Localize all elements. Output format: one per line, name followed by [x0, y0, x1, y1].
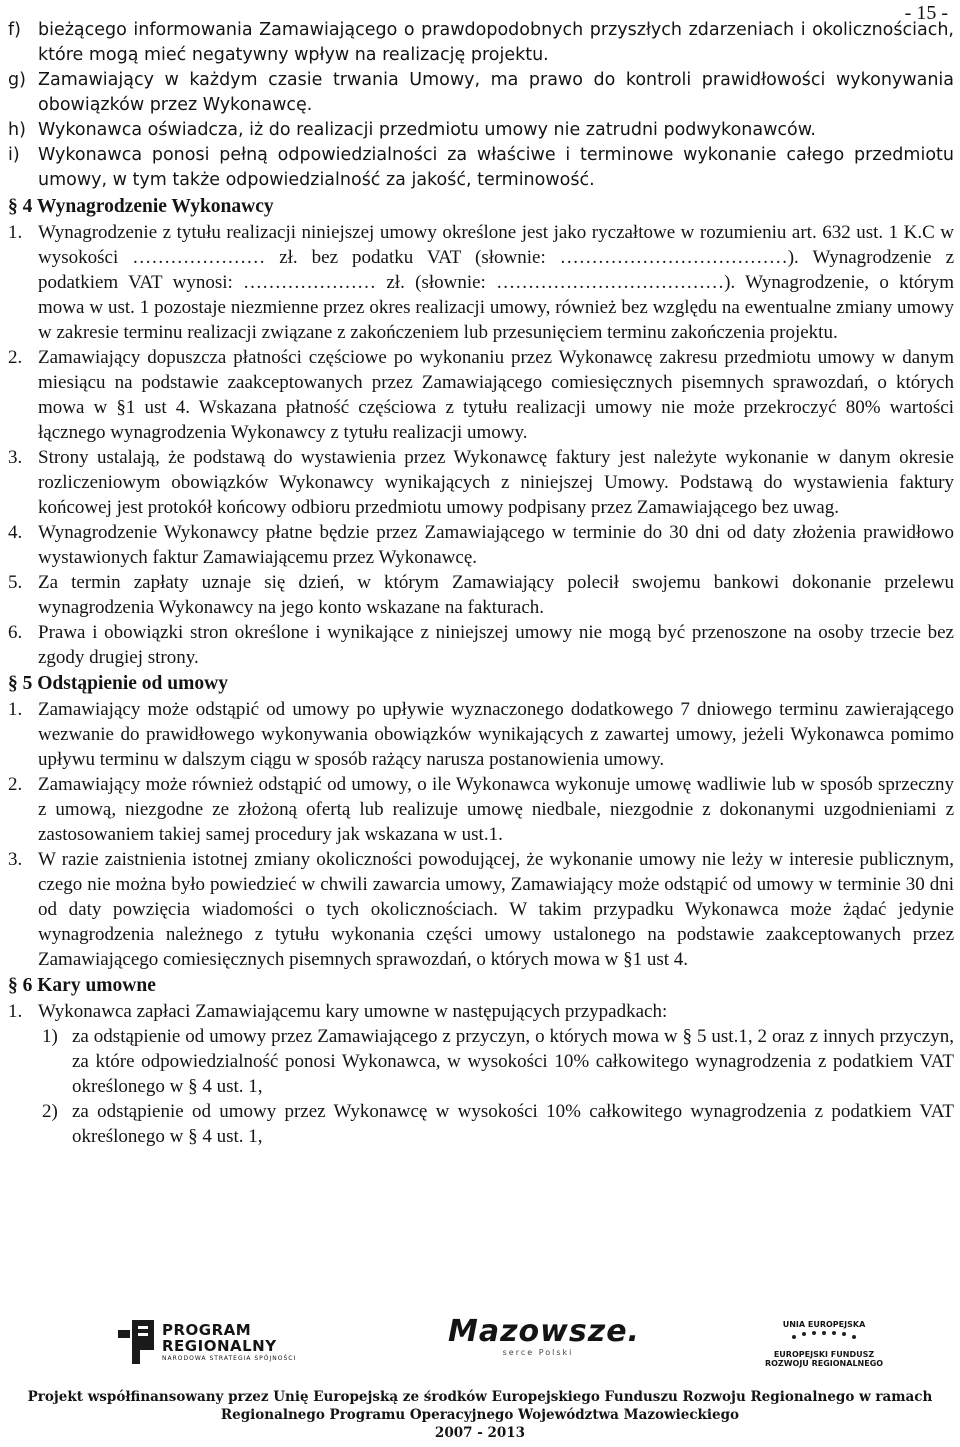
item-text: W razie zaistnienia istotnej zmiany okoliczności powodującej, że wykonanie umowy nie leży w interesie publicznym, czego nie można było powiedzieć w chwili zawarcia umowy, Zamawiający może odstąpić od umowy w terminie 30 dni od daty powzięcia wiadomości o tych okolicznościach. W takim przypadku Wykonawca może żądać jedynie wynagrodzenia należnego z tytułu wykonania części umowy ustalonego na podstawie zaakceptowanych przez Zamawiającego comiesięcznych pisemnych sprawozdań, o których mowa w §1 ust 4. — [38, 849, 954, 970]
mazowsze-tagline: serce Polski — [502, 1348, 574, 1357]
list-item — [8, 220, 954, 345]
eu-line1: UNIA EUROPEJSKA — [782, 1320, 866, 1329]
item-text: bieżącego informowania Zamawiającego o prawdopodobnych przyszłych zdarzeniach i okolicznościach, które mogą mieć negatywny wpływ na realizację projektu. — [38, 20, 954, 65]
item-label: 1. — [8, 222, 23, 243]
footer-logos — [0, 1312, 960, 1372]
sub-list-item — [8, 1099, 954, 1149]
section-heading: § 5 Odstąpienie od umowy — [8, 673, 228, 694]
footer-note — [0, 1388, 960, 1442]
item-label: h) — [8, 120, 26, 140]
item-text: Zamawiający w każdym czasie trwania Umowy, ma prawo do kontroli prawidłowości wykonywania obowiązków przez Wykonawcę. — [38, 70, 954, 115]
list-item — [8, 999, 954, 1024]
list-item — [8, 697, 954, 772]
eu-logo — [764, 1320, 884, 1366]
eu-line3: ROZWOJU REGIONALNEGO — [764, 1359, 884, 1368]
mazowsze-logo — [448, 1314, 640, 1368]
item-label: 3. — [8, 849, 23, 870]
item-text: Wykonawca oświadcza, iż do realizacji przedmiotu umowy nie zatrudni podwykonawców. — [38, 120, 816, 140]
item-label: f) — [8, 20, 21, 40]
item-text: Za termin zapłaty uznaje się dzień, w którym Zamawiający polecił swojemu bankowi dokonanie przelewu wynagrodzenia Wykonawcy na jego konto wskazane na fakturach. — [38, 572, 954, 618]
item-label: 2. — [8, 347, 23, 368]
program-line1: PROGRAM — [162, 1321, 252, 1339]
program-line2: REGIONALNY — [162, 1337, 277, 1355]
program-line3: NARODOWA STRATEGIA SPÓJNOŚCI — [162, 1355, 297, 1362]
item-text: Wykonawca ponosi pełną odpowiedzialności za właściwe i terminowe wykonanie całego przedmiotu umowy, w tym także odpowiedzialność za jakość, terminowość. — [38, 145, 954, 190]
item-label: 2) — [42, 1101, 58, 1122]
item-text: Wynagrodzenie Wykonawcy płatne będzie przez Zamawiającego w terminie do 30 dni od daty złożenia prawidłowo wystawionych faktur Zamawiającemu przez Wykonawcę. — [38, 522, 954, 568]
sub-list-item — [8, 1024, 954, 1099]
list-item — [8, 68, 954, 118]
document-body — [8, 18, 954, 1149]
item-text: za odstąpienie od umowy przez Zamawiającego z przyczyn, o których mowa w § 5 ust.1, 2 oraz z innych przyczyn, za które odpowiedzialność ponosi Wykonawca, w wysokości 10% całkowitego wynagrodzenia z podatkiem VAT określonego w § 4 ust. 1, — [72, 1026, 954, 1097]
list-item — [8, 18, 954, 68]
item-label: 1. — [8, 1001, 23, 1022]
item-text: za odstąpienie od umowy przez Wykonawcę w wysokości 10% całkowitego wynagrodzenia z podatkiem VAT określonego w § 4 ust. 1, — [72, 1101, 954, 1147]
list-item — [8, 445, 954, 520]
program-regionalny-logo — [118, 1320, 318, 1370]
list-item — [8, 118, 954, 143]
list-item — [8, 570, 954, 620]
item-label: 6. — [8, 622, 23, 643]
item-label: i) — [8, 145, 20, 165]
eu-stars-icon — [764, 1329, 884, 1345]
item-text: Strony ustalają, że podstawą do wystawienia przez Wykonawcę faktury jest należyte wykonanie w danym okresie rozliczeniowym obowiązków Wykonawcy wynikających z niniejszej Umowy. Podstawą do wystawienia faktury końcowej jest protokół końcowy odbioru przedmiotu umowy podpisany przez Zamawiającego bez uwag. — [38, 447, 954, 518]
list-item — [8, 345, 954, 445]
program-flag-icon — [118, 1320, 154, 1364]
list-item — [8, 143, 954, 193]
list-item — [8, 847, 954, 972]
item-text: Wykonawca zapłaci Zamawiającemu kary umowne w następujących przypadkach: — [38, 1001, 668, 1022]
page-number: - 15 - — [904, 2, 948, 24]
item-label: 3. — [8, 447, 23, 468]
eu-line2: EUROPEJSKI FUNDUSZ — [773, 1350, 875, 1359]
list-item — [8, 772, 954, 847]
footer-line3: 2007 - 2013 — [434, 1425, 526, 1441]
item-label: 1) — [42, 1026, 58, 1047]
section-heading: § 4 Wynagrodzenie Wykonawcy — [8, 196, 274, 217]
footer-line2: Regionalnego Programu Operacyjnego Województwa Mazowieckiego — [220, 1407, 740, 1423]
item-label: 4. — [8, 522, 23, 543]
item-text: Zamawiający może odstąpić od umowy po upływie wyznaczonego dodatkowego 7 dniowego terminu zawierającego wezwanie do prawidłowego wykonywania obowiązków wynikających z zawartej umowy, jeżeli Wykonawca pomimo upływu terminu w dalszym ciągu w sposób rażący narusza postanowienia umowy. — [38, 699, 954, 770]
program-text — [162, 1322, 296, 1364]
section-heading: § 6 Kary umowne — [8, 975, 156, 996]
item-text: Prawa i obowiązki stron określone i wynikające z niniejszej umowy nie mogą być przenoszone na osoby trzecie bez zgody drugiej strony. — [38, 622, 954, 668]
item-text: Zamawiający dopuszcza płatności częściowe po wykonaniu przez Wykonawcę zakresu przedmiotu umowy w danym miesiącu na podstawie zaakceptowanych przez Zamawiającego comiesięcznych pisemnych sprawozdań, o których mowa w §1 ust 4. Wskazana płatność częściowa z tytułu realizacji umowy nie może przekroczyć 80% wartości łącznego wynagrodzenia Wykonawcy z tytułu realizacji umowy. — [38, 347, 954, 443]
item-text: Zamawiający może również odstąpić od umowy, o ile Wykonawca wykonuje umowę wadliwie lub w sposób sprzeczny z umową, niezgodne ze złożoną ofertą lub realizuje umowę niedbale, niezgodnie z dokonanymi uzgodnieniami z zastosowaniem takiej samej procedury jak wskazana w ust.1. — [38, 774, 954, 845]
list-item — [8, 620, 954, 670]
footer-line1: Projekt współfinansowany przez Unię Europejską ze środków Europejskiego Funduszu Rozwoju Regionalnego w ramach — [27, 1389, 933, 1405]
mazowsze-wordmark: Mazowsze. — [448, 1314, 640, 1349]
item-label: g) — [8, 70, 26, 90]
item-label: 1. — [8, 699, 23, 720]
item-text: Wynagrodzenie z tytułu realizacji niniejszej umowy określone jest jako ryczałtowe w rozumieniu art. 632 ust. 1 K.C w wysokości ………………… zł. bez podatku VAT (słownie: ………………………………). Wynagrodzenie z podatkiem VAT wynosi: ………………… zł. (słownie: ………………………………). Wynagrodzenie, o którym mowa w ust. 1 pozostaje niezmienne przez okres realizacji umowy, również bez względu na ewentualne zmiany umowy w zakresie terminu realizacji związane z zakończeniem lub przesunięciem terminu zakończenia projektu. — [38, 222, 954, 343]
item-label: 2. — [8, 774, 23, 795]
item-label: 5. — [8, 572, 23, 593]
list-item — [8, 520, 954, 570]
